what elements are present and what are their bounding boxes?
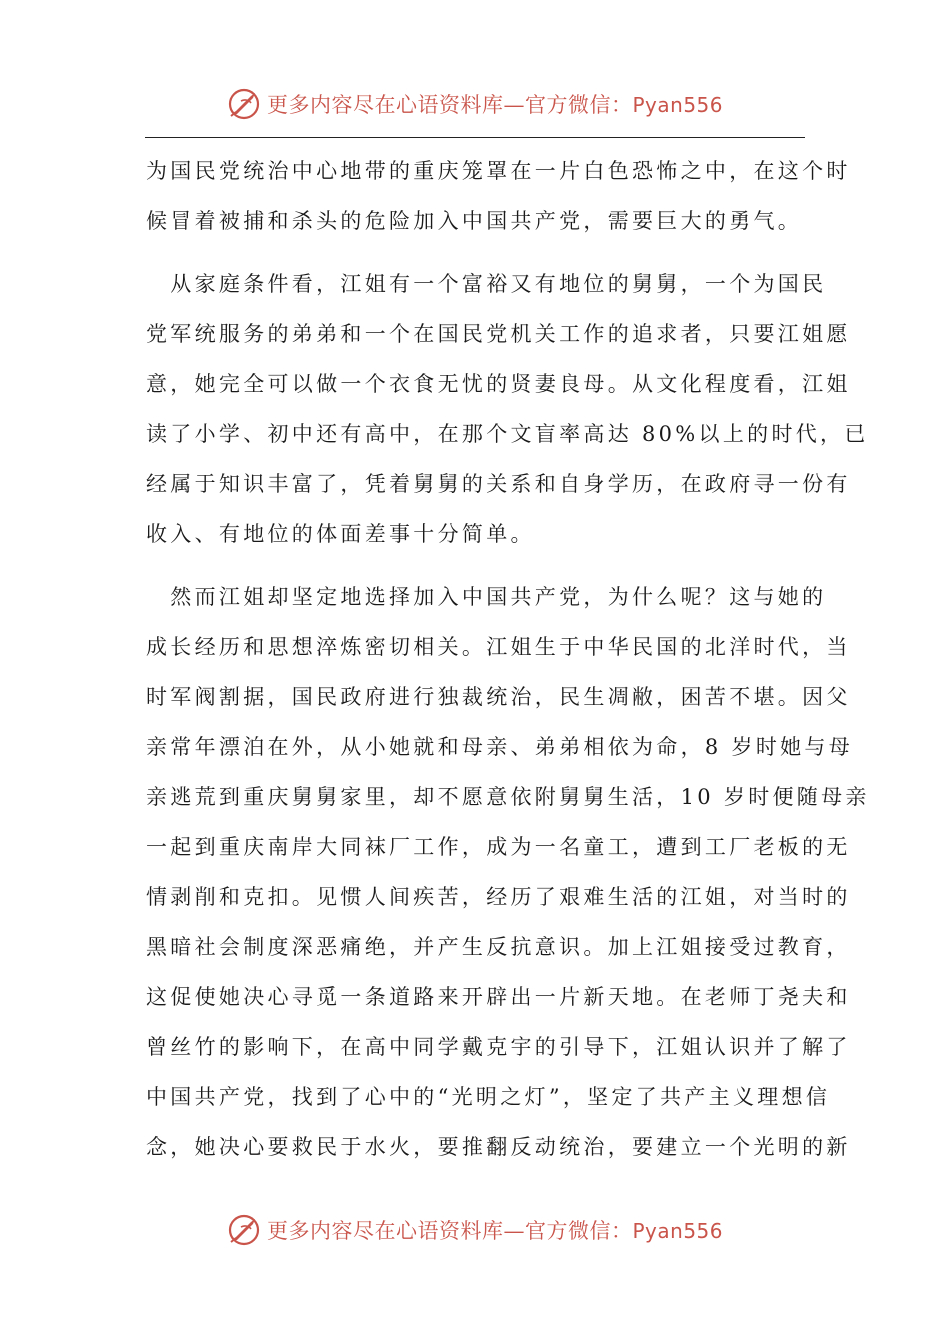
text-line: 情剥削和克扣。见惯人间疾苦，经历了艰难生活的江姐，对当时的 (146, 885, 851, 909)
text-line: 党军统服务的弟弟和一个在国民党机关工作的追求者，只要江姐愿 (146, 322, 851, 346)
quill-pen-logo-icon (227, 1213, 261, 1247)
paragraph (146, 259, 869, 559)
text-line: 亲逃荒到重庆舅舅家里，却不愿意依附舅舅生活，10 岁时便随母亲 (146, 785, 870, 809)
text-line: 中国共产党，找到了心中的“光明之灯”，坚定了共产主义理想信 (146, 1085, 831, 1109)
text-line: 时军阀割据，国民政府进行独裁统治，民生凋敝，困苦不堪。因父 (146, 685, 851, 709)
text-line: 然而江姐却坚定地选择加入中国共产党，为什么呢？这与她的 (146, 585, 827, 609)
text-line: 这促使她决心寻觅一条道路来开辟出一片新天地。在老师丁尧夫和 (146, 985, 851, 1009)
footer-watermark (0, 1210, 950, 1250)
header-divider (145, 137, 805, 138)
watermark-text: 更多内容尽在心语资料库—官方微信：Pyan556 (266, 1219, 723, 1243)
header-watermark (0, 84, 950, 124)
text-line: 为国民党统治中心地带的重庆笼罩在一片白色恐怖之中，在这个时 (146, 159, 851, 183)
quill-pen-logo-icon (227, 87, 261, 121)
text-line: 念，她决心要救民于水火，要推翻反动统治，要建立一个光明的新 (146, 1135, 851, 1159)
text-line: 读了小学、初中还有高中，在那个文盲率高达 80%以上的时代，已 (146, 422, 869, 446)
text-line: 从家庭条件看，江姐有一个富裕又有地位的舅舅，一个为国民 (146, 272, 827, 296)
text-line: 亲常年漂泊在外，从小她就和母亲、弟弟相依为命，8 岁时她与母 (146, 735, 854, 759)
text-line: 候冒着被捕和杀头的危险加入中国共产党，需要巨大的勇气。 (146, 209, 803, 233)
document-body (146, 146, 870, 1172)
text-line: 意，她完全可以做一个衣食无忧的贤妻良母。从文化程度看，江姐 (146, 372, 851, 396)
paragraph (146, 572, 870, 1172)
text-line: 一起到重庆南岸大同袜厂工作，成为一名童工，遭到工厂老板的无 (146, 835, 851, 859)
text-line: 曾丝竹的影响下，在高中同学戴克宇的引导下，江姐认识并了解了 (146, 1035, 851, 1059)
text-line: 经属于知识丰富了，凭着舅舅的关系和自身学历，在政府寻一份有 (146, 472, 851, 496)
text-line: 黑暗社会制度深恶痛绝，并产生反抗意识。加上江姐接受过教育， (146, 935, 851, 959)
text-line: 收入、有地位的体面差事十分简单。 (146, 522, 535, 546)
paragraph (146, 146, 851, 246)
watermark-text: 更多内容尽在心语资料库—官方微信：Pyan556 (266, 93, 723, 117)
text-line: 成长经历和思想淬炼密切相关。江姐生于中华民国的北洋时代，当 (146, 635, 851, 659)
